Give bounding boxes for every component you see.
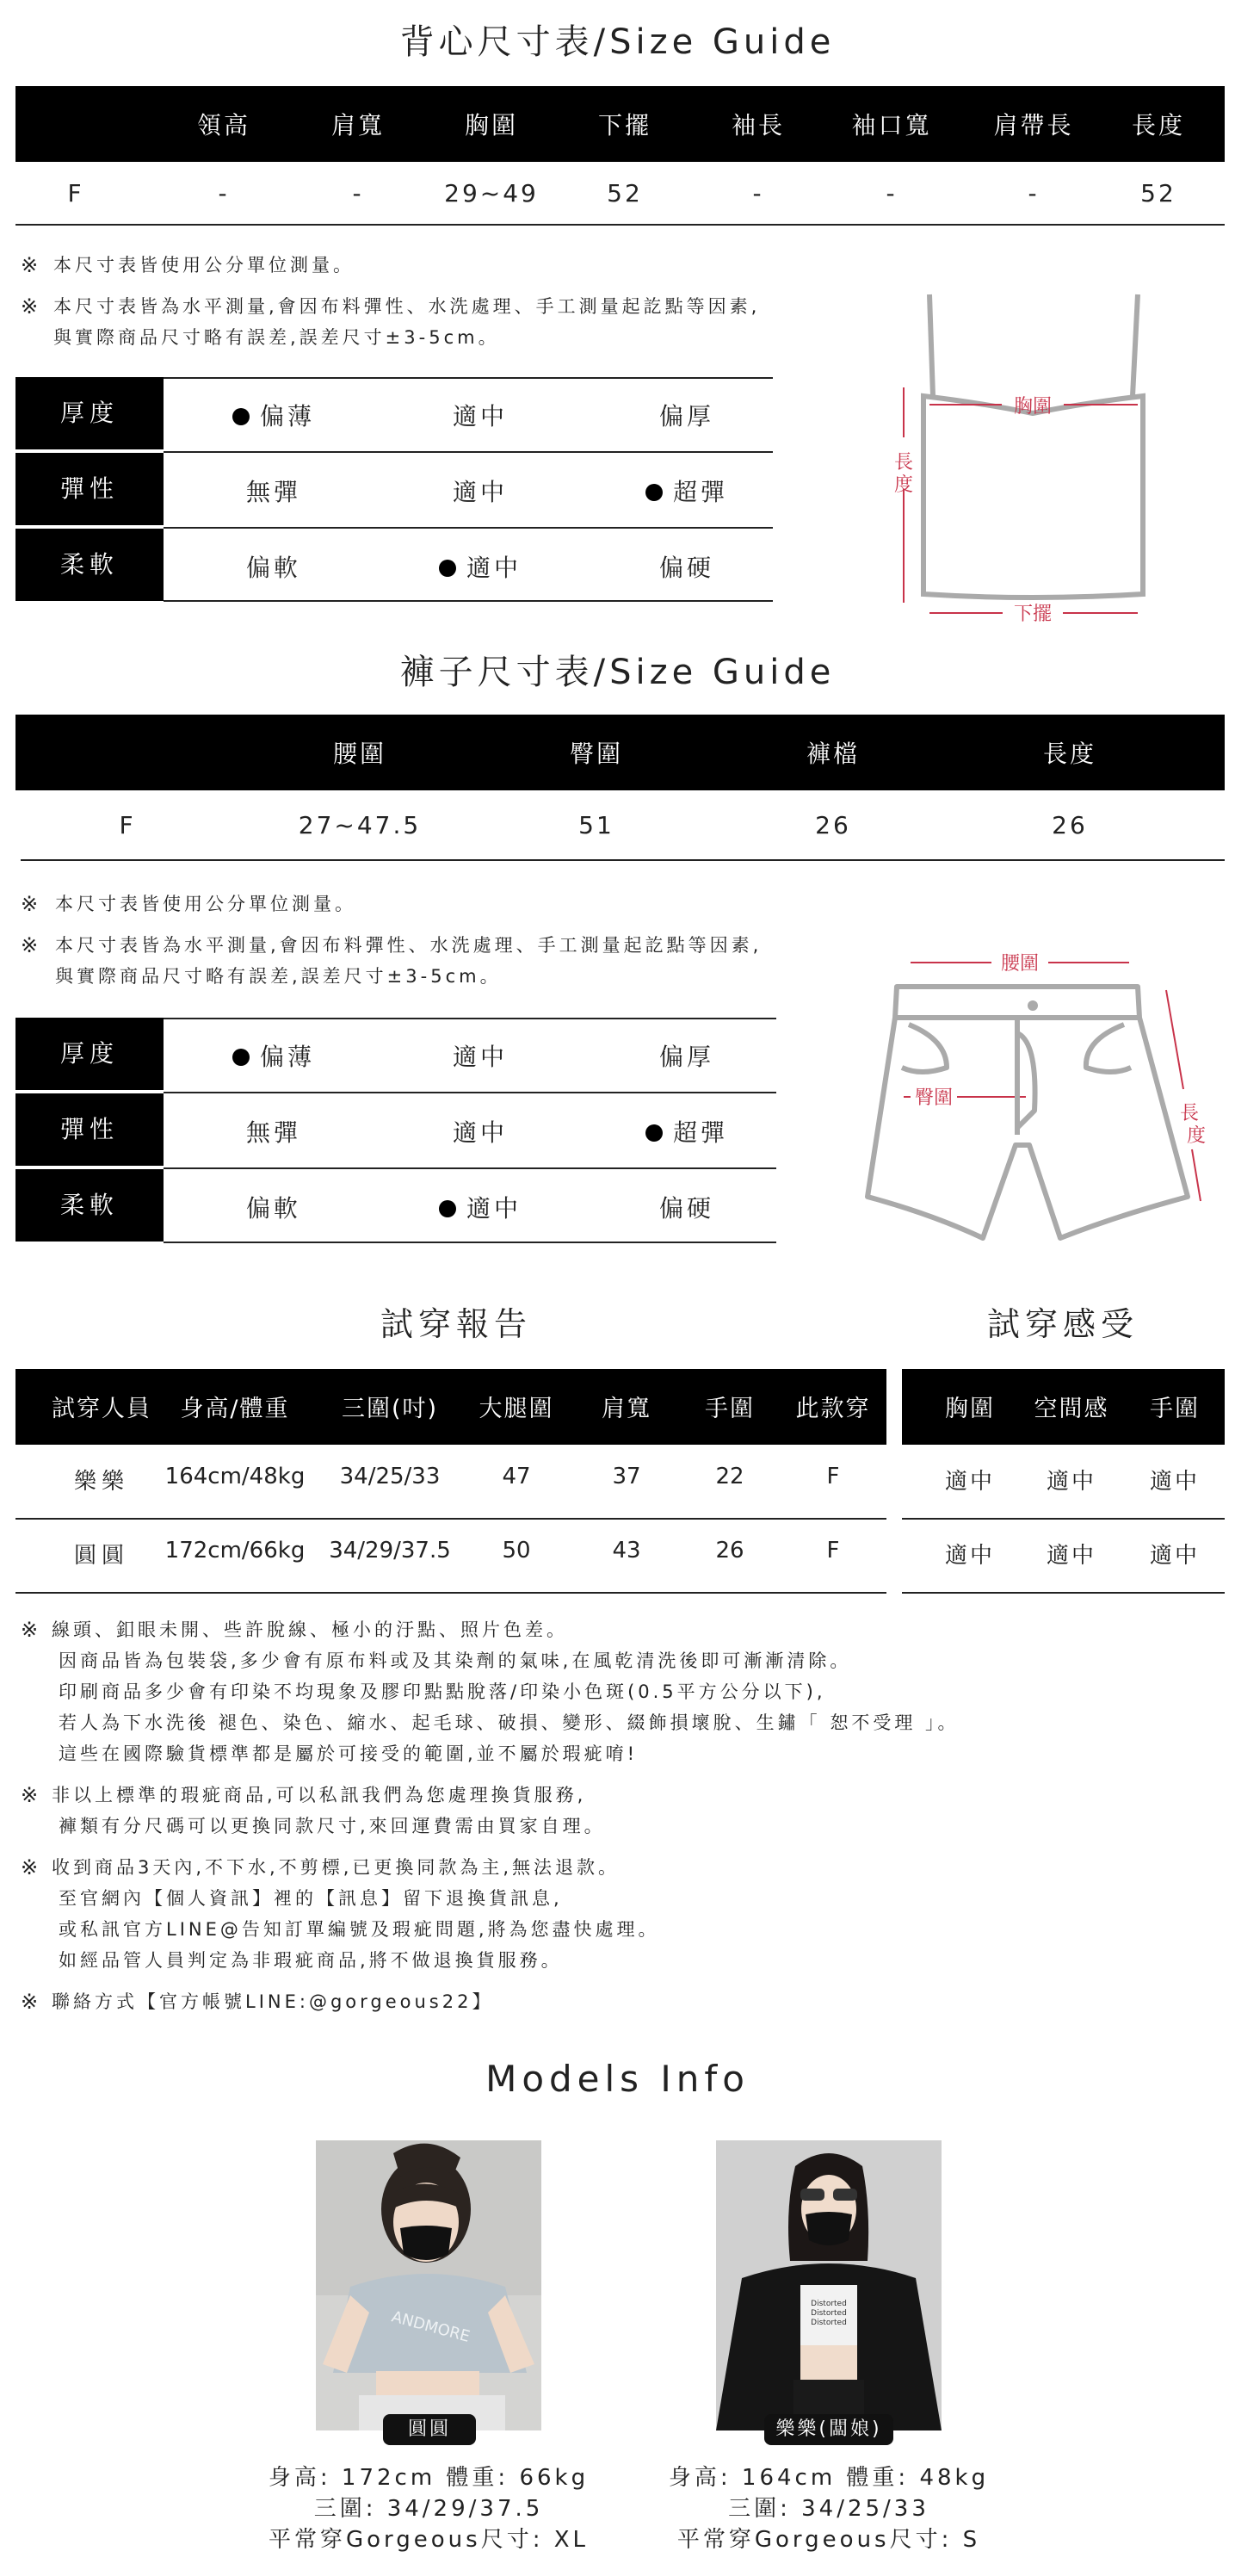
selected-dot-icon xyxy=(645,484,663,501)
note-line: 本尺寸表皆使用公分單位測量。 xyxy=(53,255,355,276)
note-line: 與實際商品尺寸略有誤差,誤差尺寸±3-5cm。 xyxy=(53,327,500,348)
tank-value-chest: 29~49 xyxy=(444,179,539,207)
fabric-option-label: 偏薄 xyxy=(259,402,315,430)
tank-top-diagram xyxy=(869,284,1170,629)
tank-diagram-hem-label: 下擺 xyxy=(1013,604,1053,625)
tank-value-collar: - xyxy=(218,179,230,207)
shorts-diagram-waist-label: 腰圍 xyxy=(1000,953,1040,975)
tryon-header-cell: 手圍 xyxy=(705,1396,755,1422)
fabric-option-label: 偏軟 xyxy=(245,1194,301,1223)
tryon-cell: 34/25/33 xyxy=(339,1464,441,1489)
model-caption-yuanyuan: 圓圓 xyxy=(383,2414,476,2445)
fabric-option-label: 無彈 xyxy=(245,1118,301,1147)
tryon-cell: F xyxy=(826,1538,840,1564)
tank-value-sleeve: - xyxy=(752,179,764,207)
tryon-cell: 22 xyxy=(715,1464,744,1489)
tryon-row-divider xyxy=(15,1518,886,1520)
disclaimer-line: 褲類有分尺碼可以更換同款尺寸,來回運費需由買家自理。 xyxy=(59,1816,606,1836)
feel-header-cell: 空間感 xyxy=(1034,1396,1109,1422)
selected-dot-icon xyxy=(439,1200,456,1217)
tank-size-title: 背心尺寸表/Size Guide xyxy=(399,22,836,62)
fabric-option xyxy=(188,549,360,584)
tank-header-cuff: 袖口寬 xyxy=(851,111,932,139)
tryon-cell: 37 xyxy=(612,1464,641,1489)
model-stats-line: 平常穿Gorgeous尺寸: S xyxy=(676,2527,981,2553)
fabric-option-label: 適中 xyxy=(452,1118,508,1147)
divider xyxy=(164,1167,776,1169)
fabric-option xyxy=(188,1038,360,1073)
model-stats-line: 平常穿Gorgeous尺寸: XL xyxy=(268,2527,590,2553)
pants-value-length: 26 xyxy=(1052,811,1088,839)
tank-fabric-table xyxy=(15,377,773,601)
fabric-option xyxy=(601,1114,773,1149)
model-photo-lele xyxy=(716,2140,942,2430)
note-mark: ※ xyxy=(21,1618,42,1642)
disclaimer-notes xyxy=(21,1614,1208,2028)
divider xyxy=(164,600,773,602)
pants-header-hip: 臀圍 xyxy=(569,740,623,768)
fabric-option-label: 超彈 xyxy=(672,1118,728,1147)
selected-dot-icon xyxy=(645,1124,663,1142)
divider xyxy=(164,527,773,529)
divider xyxy=(164,451,773,453)
tank-value-cuff: - xyxy=(886,179,898,207)
fabric-option-label: 偏硬 xyxy=(658,554,714,582)
tank-notes xyxy=(21,250,881,353)
selected-dot-icon xyxy=(232,1049,250,1066)
model-shirt-text: ANDMORE xyxy=(389,2307,472,2346)
tank-header-collar: 領高 xyxy=(196,111,250,139)
note-mark: ※ xyxy=(21,933,42,957)
fabric-option-label: 偏厚 xyxy=(658,402,714,430)
model-info-lele xyxy=(631,2462,1027,2555)
fabric-option xyxy=(394,1114,566,1149)
fabric-option xyxy=(601,1190,773,1224)
disclaimer-line: 線頭、釦眼未開、些許脫線、極小的汙點、照片色差。 xyxy=(52,1619,568,1640)
tank-header-strap: 肩帶長 xyxy=(993,111,1074,139)
fabric-option-label: 適中 xyxy=(452,1043,508,1071)
feel-cell: 適中 xyxy=(1149,1469,1200,1495)
note-line: 本尺寸表皆使用公分單位測量。 xyxy=(55,894,356,914)
fabric-option-label: 偏軟 xyxy=(245,554,301,582)
model-info-yuanyuan xyxy=(231,2462,627,2555)
models-title: Models Info xyxy=(485,2058,750,2100)
tryon-cell: 26 xyxy=(715,1538,744,1564)
feel-row-divider xyxy=(902,1518,1225,1520)
pants-header-rise: 褲檔 xyxy=(806,740,860,768)
pants-value-waist: 27~47.5 xyxy=(298,811,422,839)
divider xyxy=(164,1018,776,1019)
fabric-option xyxy=(394,474,566,508)
fabric-option-label: 超彈 xyxy=(672,478,728,506)
tryon-cell: 50 xyxy=(502,1538,531,1564)
fabric-option xyxy=(394,398,566,432)
fabric-option xyxy=(394,549,566,584)
note-line: 本尺寸表皆為水平測量,會因布料彈性、水洗處理、手工測量起訖點等因素, xyxy=(53,296,761,317)
fabric-option xyxy=(188,1190,360,1224)
fabric-option xyxy=(394,1190,566,1224)
pants-notes xyxy=(21,889,881,992)
disclaimer-line: 收到商品3天內,不下水,不剪標,已更換同款為主,無法退款。 xyxy=(52,1857,621,1878)
model-stats-line: 三圍: 34/25/33 xyxy=(728,2496,929,2522)
shorts-diagram-length-label: 長度 xyxy=(1179,1103,1207,1147)
fabric-label-elasticity: 彈性 xyxy=(15,1093,164,1166)
model-photo-yuanyuan xyxy=(316,2140,541,2430)
feel-header-cell: 手圍 xyxy=(1150,1396,1200,1422)
tank-header-hem: 下擺 xyxy=(597,111,651,139)
disclaimer-line: 印刷商品多少會有印染不均現象及膠印點點脫落/印染小色斑(0.5平方公分以下), xyxy=(59,1681,826,1702)
feel-bottom-line xyxy=(902,1592,1225,1594)
disclaimer-line: 若人為下水洗後 褪色、染色、縮水、起毛球、破損、變形、綴飾損壞脫、生鏽「 恕不受理 」。 xyxy=(59,1712,960,1733)
fabric-option xyxy=(188,474,360,508)
note-mark: ※ xyxy=(21,1783,42,1807)
fabric-option xyxy=(188,398,360,432)
pants-size-label: F xyxy=(119,811,136,839)
tryon-header-cell: 三圍(吋) xyxy=(341,1396,439,1422)
tryon-header-cell: 試穿人員 xyxy=(52,1396,151,1422)
tank-size-label: F xyxy=(67,179,84,207)
divider xyxy=(164,377,773,379)
fabric-option-label: 偏薄 xyxy=(259,1043,315,1071)
feel-cell: 適中 xyxy=(1149,1543,1200,1569)
fabric-option-label: 偏硬 xyxy=(658,1194,714,1223)
fabric-label-elasticity: 彈性 xyxy=(15,453,164,525)
tank-value-length: 52 xyxy=(1140,179,1176,207)
fabric-option xyxy=(394,1038,566,1073)
fabric-option-label: 適中 xyxy=(466,554,522,582)
tryon-bottom-line xyxy=(15,1592,886,1594)
tryon-header-cell: 身高/體重 xyxy=(180,1396,290,1422)
tank-header-shoulder: 肩寬 xyxy=(330,111,385,139)
pants-value-hip: 51 xyxy=(578,811,614,839)
fabric-option-label: 無彈 xyxy=(245,478,301,506)
feel-header-cell: 胸圍 xyxy=(945,1396,995,1422)
tank-value-shoulder: - xyxy=(352,179,364,207)
model-stats-line: 身高: 172cm 體重: 66kg xyxy=(268,2465,590,2491)
tank-header-chest: 胸圍 xyxy=(464,111,518,139)
disclaimer-line: 因商品皆為包裝袋,多少會有原布料或及其染劑的氣味,在風乾清洗後即可漸漸清除。 xyxy=(59,1650,852,1671)
button-icon xyxy=(1028,1000,1038,1011)
tank-header-sleeve: 袖長 xyxy=(731,111,785,139)
divider xyxy=(164,1092,776,1093)
fabric-option xyxy=(601,474,773,508)
tank-size-header xyxy=(15,86,1225,162)
fabric-option-label: 適中 xyxy=(452,402,508,430)
note-mark: ※ xyxy=(21,253,42,277)
fabric-option-label: 適中 xyxy=(466,1194,522,1223)
note-line: 與實際商品尺寸略有誤差,誤差尺寸±3-5cm。 xyxy=(55,966,502,987)
feel-cell: 適中 xyxy=(944,1469,995,1495)
pants-header-length: 長度 xyxy=(1042,740,1096,768)
disclaimer-line: 這些在國際驗貨標準都是屬於可接受的範圍,並不屬於瑕疵唷! xyxy=(59,1743,639,1764)
note-line: 本尺寸表皆為水平測量,會因布料彈性、水洗處理、手工測量起訖點等因素, xyxy=(55,935,763,956)
model-shirt-text: Distorted Distorted Distorted xyxy=(811,2300,847,2327)
tank-diagram-chest-label: 胸圍 xyxy=(1013,396,1053,418)
selected-dot-icon xyxy=(232,408,250,425)
feel-cell: 適中 xyxy=(1046,1543,1096,1569)
tank-value-hem: 52 xyxy=(607,179,643,207)
pants-size-header xyxy=(15,715,1225,790)
disclaimer-line: 聯絡方式【官方帳號LINE:@gorgeous22】 xyxy=(52,1991,494,2012)
feel-title: 試穿感受 xyxy=(986,1305,1139,1343)
tryon-cell: 47 xyxy=(502,1464,531,1489)
tryon-header-cell: 此款穿 xyxy=(795,1396,871,1422)
fabric-label-softness: 柔軟 xyxy=(15,1169,164,1242)
shorts-diagram xyxy=(835,938,1213,1266)
fabric-label-thickness: 厚度 xyxy=(15,377,164,449)
note-mark: ※ xyxy=(21,1990,42,2014)
tryon-cell: 43 xyxy=(612,1538,641,1564)
pants-table-bottom-line xyxy=(21,859,1225,861)
tryon-header-cell: 大腿圍 xyxy=(479,1396,554,1422)
pants-value-rise: 26 xyxy=(815,811,851,839)
fabric-option xyxy=(601,549,773,584)
tank-table-bottom-line xyxy=(15,224,1225,226)
tank-size-row xyxy=(15,162,1225,224)
divider xyxy=(164,1242,776,1243)
tank-diagram-length-label: 長度 xyxy=(893,452,914,496)
shorts-diagram-hip-label: 臀圍 xyxy=(914,1087,954,1109)
tryon-header-cell: 肩寬 xyxy=(602,1396,651,1422)
pants-fabric-table xyxy=(15,1018,776,1243)
tryon-cell: F xyxy=(826,1464,840,1489)
fabric-option xyxy=(601,398,773,432)
model-stats-line: 三圍: 34/29/37.5 xyxy=(313,2496,544,2522)
tryon-cell: 34/29/37.5 xyxy=(329,1538,451,1564)
note-mark: ※ xyxy=(21,1855,42,1879)
feel-cell: 適中 xyxy=(1046,1469,1096,1495)
model-caption-lele: 樂樂(闆娘) xyxy=(764,2414,893,2445)
fabric-option-label: 偏厚 xyxy=(658,1043,714,1071)
disclaimer-line: 如經品管人員判定為非瑕疵商品,將不做退換貨服務。 xyxy=(59,1950,563,1971)
fabric-option-label: 適中 xyxy=(452,478,508,506)
pants-size-title: 褲子尺寸表/Size Guide xyxy=(399,653,836,692)
feel-cell: 適中 xyxy=(944,1543,995,1569)
tryon-cell: 樂樂 xyxy=(73,1469,129,1495)
selected-dot-icon xyxy=(439,560,456,577)
tryon-cell: 圓圓 xyxy=(73,1543,129,1569)
tryon-cell: 164cm/48kg xyxy=(164,1464,306,1489)
pants-header-waist: 腰圍 xyxy=(332,740,386,768)
tank-value-strap: - xyxy=(1028,179,1040,207)
tryon-cell: 172cm/66kg xyxy=(164,1538,306,1564)
pants-size-row xyxy=(15,790,1225,859)
note-mark: ※ xyxy=(21,294,42,319)
note-mark: ※ xyxy=(21,892,42,916)
disclaimer-line: 至官網內【個人資訊】裡的【訊息】留下退換貨訊息, xyxy=(59,1888,563,1909)
fabric-label-thickness: 厚度 xyxy=(15,1018,164,1090)
fabric-label-softness: 柔軟 xyxy=(15,529,164,601)
tryon-title: 試穿報告 xyxy=(380,1305,532,1343)
fabric-option xyxy=(188,1114,360,1149)
fabric-option xyxy=(601,1038,773,1073)
disclaimer-line: 或私訊官方LINE@告知訂單編號及瑕疵問題,將為您盡快處理。 xyxy=(59,1919,660,1940)
model-stats-line: 身高: 164cm 體重: 48kg xyxy=(668,2465,990,2491)
disclaimer-line: 非以上標準的瑕疵商品,可以私訊我們為您處理換貨服務, xyxy=(52,1785,587,1805)
tank-header-length: 長度 xyxy=(1131,111,1185,139)
